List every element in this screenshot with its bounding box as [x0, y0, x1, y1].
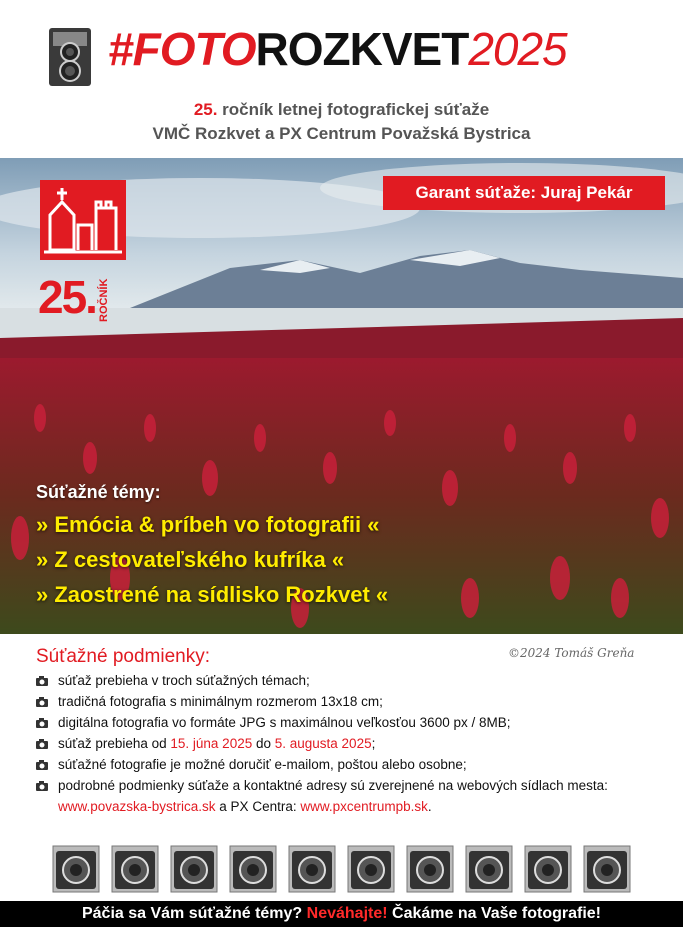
px-centrum-link[interactable]: www.pxcentrumpb.sk [300, 799, 428, 814]
theme-item: » Z cestovateľského kufríka « [36, 547, 345, 572]
castle-logo [40, 180, 126, 260]
theme-item: » Emócia & príbeh vo fotografii « [36, 512, 380, 537]
themes-label: Súťažné témy: [36, 482, 161, 502]
camera-strip [52, 845, 632, 895]
castle-icon [40, 180, 126, 260]
list-item: súťažné fotografie je možné doručiť e-mailom, poštou alebo osobne; [36, 754, 656, 775]
poster-title: #FOTOROZKVET2025 [108, 23, 567, 75]
start-date: 15. júna 2025 [170, 736, 253, 751]
camera-icon [47, 26, 93, 88]
camera-icon [347, 845, 395, 893]
photo-credit: ©2024 Tomáš Greňa [508, 646, 635, 660]
camera-bullet-icon [36, 675, 48, 687]
theme-item: » Zaostrené na sídlisko Rozkvet « [36, 582, 389, 607]
garant-badge: Garant súťaže: Juraj Pekár [383, 176, 665, 210]
end-date: 5. augusta 2025 [274, 736, 372, 751]
subtitle-line-1: 25. ročník letnej fotografickej súťaže [193, 100, 490, 119]
conditions-list [36, 670, 656, 817]
camera-bullet-icon [36, 696, 48, 708]
camera-bullet-icon [36, 759, 48, 771]
header [0, 0, 683, 158]
edition-number: 25. [38, 271, 96, 323]
edition-label: ROČNÍK [98, 278, 110, 322]
camera-bullet-icon [36, 717, 48, 729]
list-item: digitálna fotografia vo formáte JPG s maximálnou veľkosťou 3600 px / 8MB; [36, 712, 656, 733]
camera-icon [583, 845, 631, 893]
edition-label-wrap [98, 278, 146, 334]
camera-icon [524, 845, 572, 893]
subtitle-line-2: VMČ Rozkvet a PX Centrum Považská Bystrica [152, 124, 531, 143]
camera-icon [406, 845, 454, 893]
camera-icon [465, 845, 513, 893]
camera-bullet-icon [36, 738, 48, 750]
list-item: súťaž prebieha od 15. júna 2025 do 5. augusta 2025; [36, 733, 656, 754]
camera-icon [229, 845, 277, 893]
list-item: súťaž prebieha v troch súťažných témach; [36, 670, 656, 691]
conditions-title: Súťažné podmienky: [36, 646, 211, 667]
camera-icon [111, 845, 159, 893]
camera-bullet-icon [36, 780, 48, 792]
camera-icon [170, 845, 218, 893]
list-item: podrobné podmienky súťaže a kontaktné adresy sú zverejnené na webových sídlach mesta: www.povazska-bystrica.sk a PX Centra: www.pxcentrumpb.sk. [36, 775, 656, 817]
camera-icon [52, 845, 100, 893]
footer-banner: Páčia sa Vám súťažné témy? Neváhajte! Čakáme na Vaše fotografie! [0, 901, 683, 927]
list-item: tradičná fotografia s minimálnym rozmerom 13x18 cm; [36, 691, 656, 712]
city-website-link[interactable]: www.povazska-bystrica.sk [58, 799, 216, 814]
camera-icon [288, 845, 336, 893]
